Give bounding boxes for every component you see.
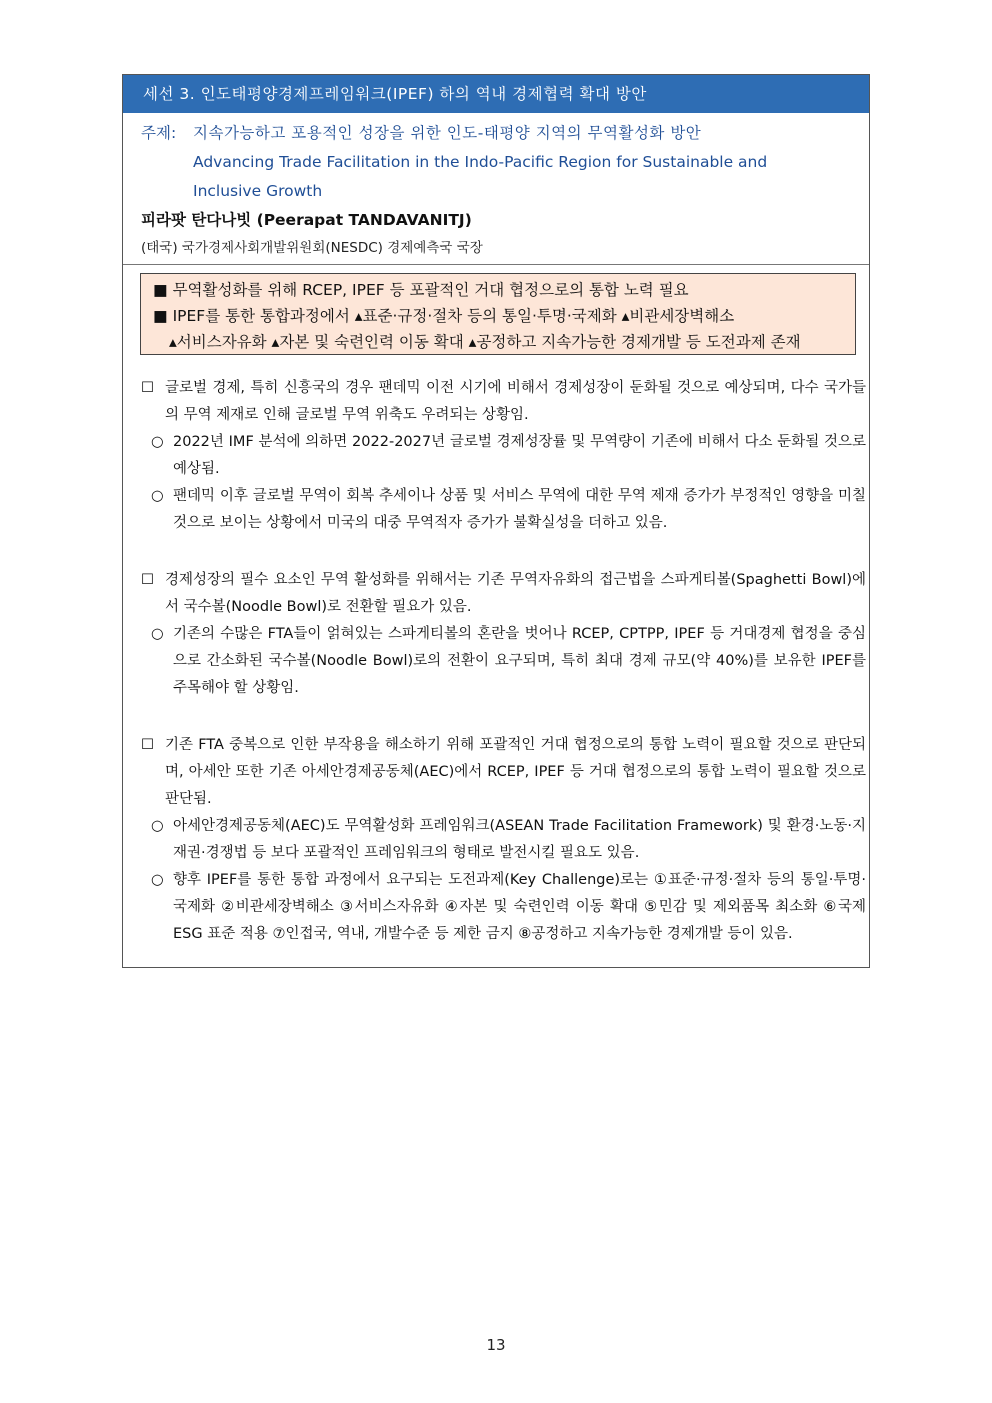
summary-line: ■ 무역활성화를 위해 RCEP, IPEF 등 포괄적인 거대 협정으로의 통합 노력 필요 <box>153 281 689 299</box>
topic-block <box>141 119 861 206</box>
main-point-text: 경제성장의 필수 요소인 무역 활성화를 위해서는 기존 무역자유화의 접근법을 스파게티볼(Spaghetti Bowl)에서 국수볼(Noodle Bowl)로 전환할 필요가 있음. <box>165 572 866 615</box>
sub-point-text: 향후 IPEF를 통한 통합 과정에서 요구되는 도전과제(Key Challenge)로는 ①표준·규정·절차 등의 통일·투명·국제화 ②비관세장벽해소 ③서비스자유화 ④자본 및 숙련인력 이동 확대 ⑤민감 및 제외품목 최소화 ⑥국제 ESG 표준 적용 ⑦인접국, 역내, 개발수준 등 제한 금지 ⑧공정하고 지속가능한 경제개발 등이 있음. <box>173 872 866 942</box>
main-point <box>141 567 866 621</box>
circle-bullet-icon: ○ <box>151 434 164 450</box>
topic-english-line1: Advancing Trade Facilitation in the Indo-Pacific Region for Sustainable and <box>193 153 768 171</box>
square-bullet-icon: ☐ <box>141 737 154 753</box>
sub-point-text: 2022년 IMF 분석에 의하면 2022-2027년 글로벌 경제성장률 및 무역량이 기존에 비해서 다소 둔화될 것으로 예상됨. <box>173 434 866 477</box>
session-title: 세선 3. 인도태평양경제프레임워크(IPEF) 하의 역내 경제협력 확대 방안 <box>123 75 869 113</box>
speaker-name: 피라팟 탄다나빗 (Peerapat TANDAVANITJ) <box>141 211 472 229</box>
main-point <box>141 732 866 813</box>
body-text <box>141 375 866 978</box>
sub-point <box>141 429 866 483</box>
square-bullet-icon: ☐ <box>141 572 154 588</box>
sub-point-text: 아세안경제공동체(AEC)도 무역활성화 프레임워크(ASEAN Trade Facilitation Framework) 및 환경·노동·지재권·경쟁법 등 보다 포괄적인 프레임워크의 형태로 발전시킬 필요도 있음. <box>173 818 866 861</box>
main-point-text: 기존 FTA 중복으로 인한 부작용을 해소하기 위해 포괄적인 거대 협정으로의 통합 노력이 필요할 것으로 판단되며, 아세안 또한 기존 아세안경제공동체(AEC)에서 RCEP, IPEF 등 거대 협정으로의 통합 노력이 필요할 것으로 판단됨. <box>165 737 866 807</box>
square-bullet-icon: ☐ <box>141 380 154 396</box>
summary-box <box>140 273 856 355</box>
paragraph <box>141 567 866 702</box>
sub-point <box>141 483 866 537</box>
topic-label: 주제: <box>141 124 177 142</box>
circle-bullet-icon: ○ <box>151 626 164 642</box>
sub-point <box>141 813 866 867</box>
topic-korean: 지속가능하고 포용적인 성장을 위한 인도-태평양 지역의 무역활성화 방안 <box>193 124 702 142</box>
session-frame <box>122 74 870 968</box>
topic-korean-line <box>141 119 861 148</box>
circle-bullet-icon: ○ <box>151 818 164 834</box>
sub-point <box>141 621 866 702</box>
summary-line: ■ IPEF를 통한 통합과정에서 ▴표준·규정·절차 등의 통일·투명·국제화 ▴비관세장벽해소 <box>153 307 735 325</box>
sub-point <box>141 867 866 948</box>
divider <box>123 264 869 265</box>
sub-point-text: 기존의 수많은 FTA들이 얽혀있는 스파게티볼의 혼란을 벗어나 RCEP, CPTPP, IPEF 등 거대경제 협정을 중심으로 간소화된 국수볼(Noodle Bowl)로의 전환이 요구되며, 특히 최대 경제 규모(약 40%)를 보유한 IPEF를 주목해야 할 상황임. <box>173 626 866 696</box>
circle-bullet-icon: ○ <box>151 488 164 504</box>
sub-point-text: 팬데믹 이후 글로벌 무역이 회복 추세이나 상품 및 서비스 무역에 대한 무역 제재 증가가 부정적인 영향을 미칠 것으로 보이는 상황에서 미국의 대중 무역적자 증가가 불확실성을 더하고 있음. <box>173 488 866 531</box>
circle-bullet-icon: ○ <box>151 872 164 888</box>
page-number: 13 <box>486 1336 506 1354</box>
paragraph <box>141 375 866 537</box>
paragraph <box>141 732 866 948</box>
speaker-affiliation: (태국) 국가경제사회개발위원회(NESDC) 경제예측국 국장 <box>141 240 483 256</box>
topic-english-line2: Inclusive Growth <box>193 182 323 200</box>
summary-line: ▴서비스자유화 ▴자본 및 숙련인력 이동 확대 ▴공정하고 지속가능한 경제개발 등 도전과제 존재 <box>169 333 801 351</box>
main-point-text: 글로벌 경제, 특히 신흥국의 경우 팬데믹 이전 시기에 비해서 경제성장이 둔화될 것으로 예상되며, 다수 국가들의 무역 제재로 인해 글로벌 무역 위축도 우려되는 상황임. <box>165 380 866 423</box>
main-point <box>141 375 866 429</box>
